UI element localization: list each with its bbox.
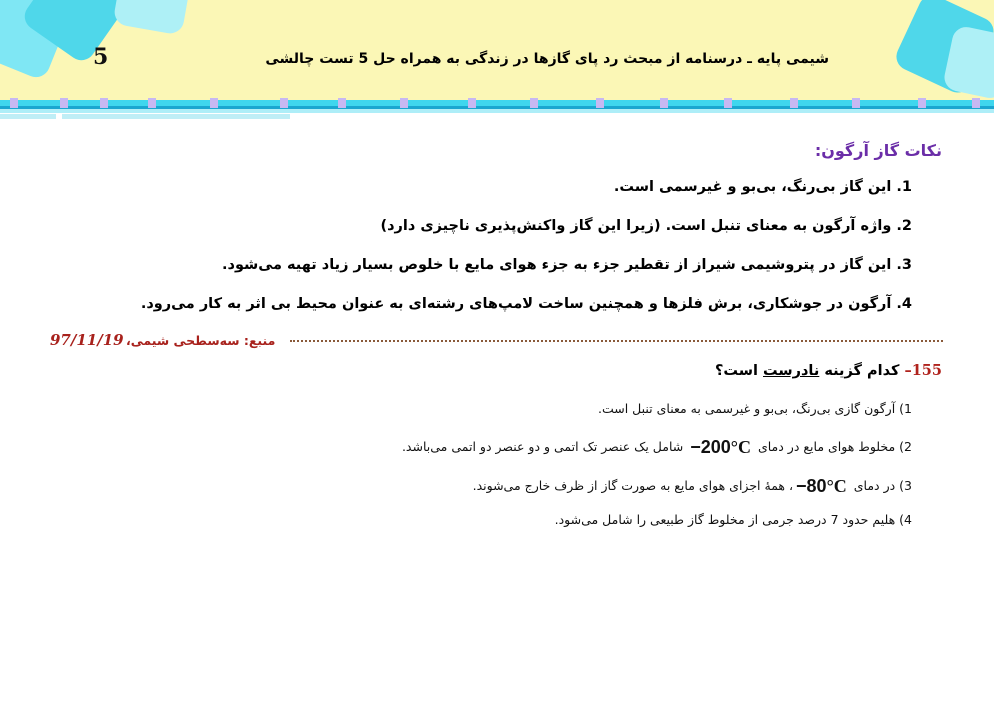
source-label: منبع: سه‌سطحی شیمی، bbox=[126, 333, 276, 348]
question-number: 155 bbox=[911, 362, 942, 379]
argon-point: 2. واژه آرگون به معنای تنبل است. (زیرا این گاز واکنش‌پذیری ناچیزی دارد) bbox=[380, 218, 912, 234]
source-line bbox=[50, 331, 943, 351]
answer-option-3: 3) در دمای −80°C، همهٔ اجزای هوای مایع به صورت گاز از ظرف خارج می‌شوند. bbox=[472, 476, 912, 496]
temperature-formula: −80°C bbox=[796, 476, 847, 496]
answer-option-2: 2) مخلوط هوای مایع در دمای −200°C شامل یک عنصر تک اتمی و دو عنصر دو اتمی می‌باشد. bbox=[401, 437, 912, 457]
source-date: 97/11/19 bbox=[50, 331, 124, 349]
temperature-formula: −200°C bbox=[690, 437, 751, 457]
dotted-separator bbox=[290, 340, 943, 342]
section-title: نکات گاز آرگون: bbox=[814, 141, 942, 160]
argon-point: 1. این گاز بی‌رنگ، بی‌بو و غیرسمی است. bbox=[613, 179, 912, 195]
argon-point: 3. این گاز در پتروشیمی شیراز از تقطیر جزء به جزء هوای مایع با خلوص بسیار زیاد تهیه می‌شود. bbox=[222, 257, 912, 273]
page-number: 5 bbox=[93, 44, 109, 70]
argon-point: 4. آرگون در جوشکاری، برش فلزها و همچنین ساخت لامپ‌های رشته‌ای به عنوان محیط بی اثر به کار می‌رود. bbox=[140, 296, 912, 312]
header-title: شیمی پایه ـ درسنامه از مبحث رد پای گازها در زندگی به همراه حل 5 تست چالشی bbox=[265, 51, 829, 67]
underlined-word: نادرست bbox=[763, 363, 820, 379]
question-stem: 155– کدام گزینه نادرست است؟ bbox=[714, 362, 942, 379]
answer-option-1: 1) آرگون گازی بی‌رنگ، بی‌بو و غیرسمی به معنای تنبل است. bbox=[597, 401, 912, 416]
answer-option-4: 4) هلیم حدود 7 درصد جرمی از مخلوط گاز طبیعی را شامل می‌شود. bbox=[554, 512, 912, 527]
